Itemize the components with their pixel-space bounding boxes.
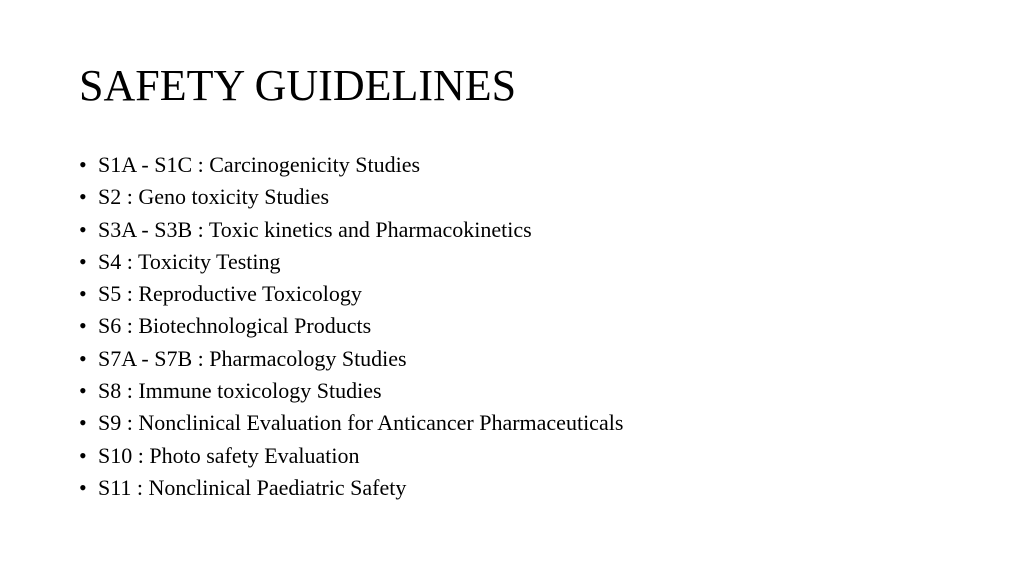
list-item-text: S2 : Geno toxicity Studies [98,184,329,210]
bullet-icon: • [79,281,87,307]
list-item-text: S9 : Nonclinical Evaluation for Anticancer Pharmaceuticals [98,410,624,436]
list-item-text: S10 : Photo safety Evaluation [98,442,360,468]
list-item-text: S1A - S1C : Carcinogenicity Studies [98,152,421,177]
list-item [79,214,623,246]
list-item-text: S5 : Reproductive Toxicology [98,281,362,307]
list-item-text: S6 : Biotechnological Products [98,313,372,339]
list-item [79,375,623,407]
list-item [79,472,623,504]
list-item-text: S11 : Nonclinical Paediatric Safety [98,474,407,500]
list-item-text: S4 : Toxicity Testing [98,248,281,274]
list-item-text: S8 : Immune toxicology Studies [98,378,382,404]
bullet-list [79,149,623,504]
bullet-icon: • [79,152,87,177]
bullet-icon: • [79,474,87,500]
bullet-icon: • [79,184,87,210]
list-item-text: S3A - S3B : Toxic kinetics and Pharmacokinetics [98,216,532,242]
bullet-icon: • [79,442,87,468]
bullet-icon: • [79,378,87,404]
slide-title: SAFETY GUIDELINES [79,61,517,110]
bullet-icon: • [79,313,87,339]
list-item [79,343,623,375]
list-item [79,181,623,213]
bullet-icon: • [79,248,87,274]
list-item [79,278,623,310]
bullet-icon: • [79,216,87,242]
list-item [79,310,623,342]
list-item [79,246,623,278]
bullet-icon: • [79,345,87,371]
bullet-icon: • [79,410,87,436]
list-item [79,407,623,439]
list-item [79,149,623,181]
list-item [79,440,623,472]
list-item-text: S7A - S7B : Pharmacology Studies [98,345,407,371]
